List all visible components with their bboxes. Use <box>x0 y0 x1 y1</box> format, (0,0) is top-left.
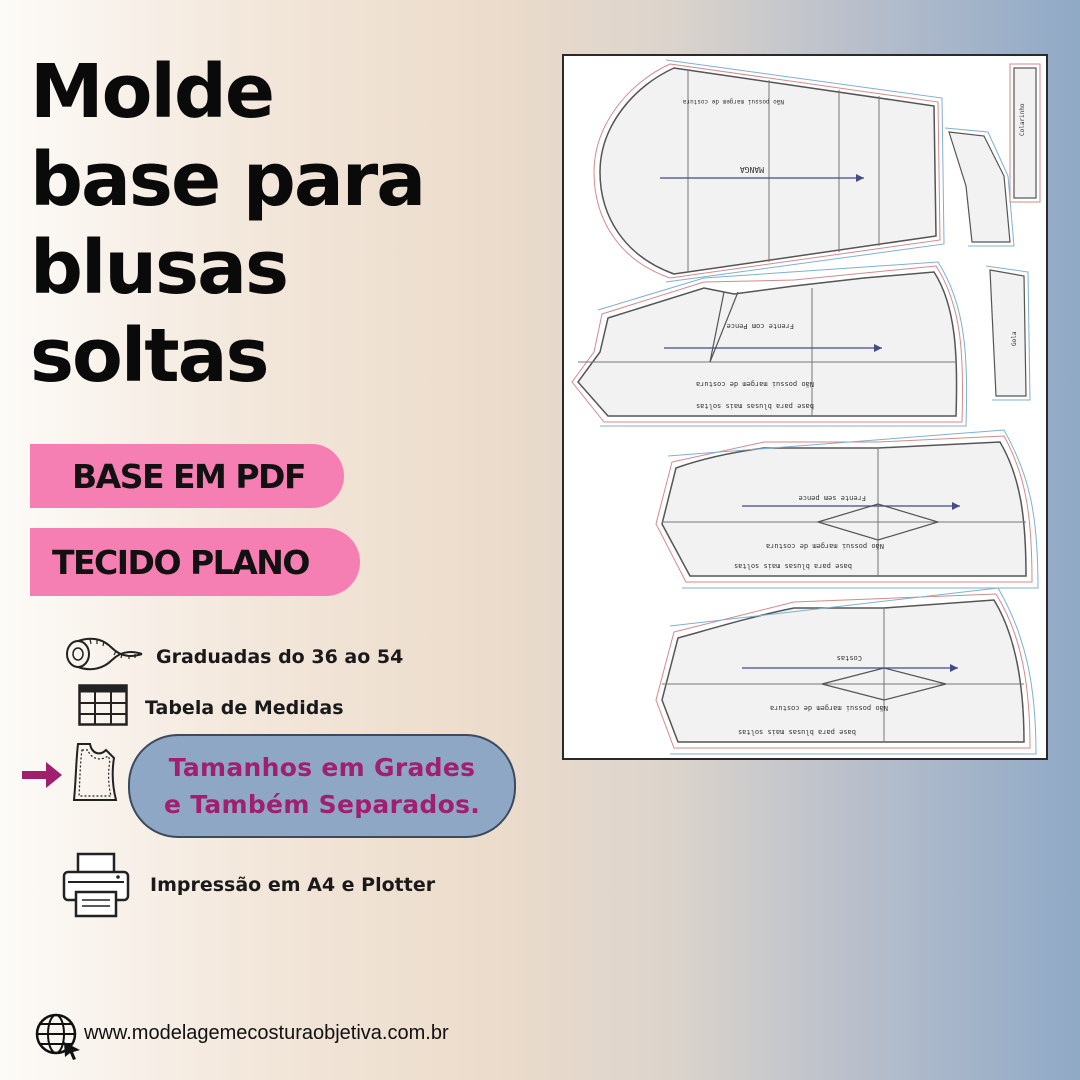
sleeve-label: MANGA <box>739 165 764 174</box>
globe-icon[interactable] <box>34 1012 82 1064</box>
title-line-2: base para <box>30 137 425 223</box>
front-without-dart-piece <box>656 430 1038 588</box>
back-label: Costas <box>836 654 862 662</box>
badge-base-pdf <box>30 444 344 508</box>
table-icon <box>78 684 128 730</box>
sleeve-piece <box>594 60 944 282</box>
feature-graduadas: Graduadas do 36 ao 54 <box>156 646 404 668</box>
bodice-pattern-icon <box>70 740 120 808</box>
measuring-tape-icon <box>64 632 146 678</box>
arrow-right-icon <box>22 760 64 794</box>
highlight-line-2: e Também Separados. <box>163 790 481 819</box>
badge-tecido-plano <box>30 528 360 596</box>
gola-label: Gola <box>1011 331 1018 346</box>
feature-impressao: Impressão em A4 e Plotter <box>150 874 436 896</box>
badge-tecido-plano-label: TECIDO PLANO <box>52 542 309 582</box>
front-with-dart-piece <box>572 262 967 426</box>
feature-tabela: Tabela de Medidas <box>145 697 344 719</box>
back-piece <box>656 588 1036 754</box>
printer-icon <box>62 852 130 922</box>
sizes-highlight <box>128 734 516 838</box>
gola-piece <box>986 266 1030 400</box>
highlight-line-1: Tamanhos em Grades <box>168 753 476 782</box>
front-dart-base-note: base para blusas mais soltas <box>695 402 814 410</box>
front-nodart-base-note: base para blusas mais soltas <box>733 562 852 570</box>
title-line-3: blusas <box>30 225 288 311</box>
front-nodart-label: Frente sem pence <box>798 494 866 502</box>
collar-label: Colarinho <box>1019 103 1026 136</box>
pattern-sheet-preview <box>562 54 1048 760</box>
front-dart-margin-note: Não possui margem de costura <box>695 380 814 388</box>
back-margin-note: Não possui margem de costura <box>769 704 888 712</box>
badge-base-pdf-label: BASE EM PDF <box>72 456 305 496</box>
collar-piece <box>945 64 1040 246</box>
website-url[interactable]: www.modelagemecosturaobjetiva.com.br <box>84 1022 449 1044</box>
title-line-1: Molde <box>30 49 274 135</box>
back-base-note: base para blusas mais soltas <box>737 728 856 736</box>
front-nodart-margin-note: Não possui margem de costura <box>765 542 884 550</box>
title-line-4: soltas <box>30 313 268 399</box>
sleeve-margin-note: Não possui margem de costura <box>682 98 784 105</box>
main-title <box>30 48 424 400</box>
front-dart-label: Frente com Pence <box>726 322 794 330</box>
